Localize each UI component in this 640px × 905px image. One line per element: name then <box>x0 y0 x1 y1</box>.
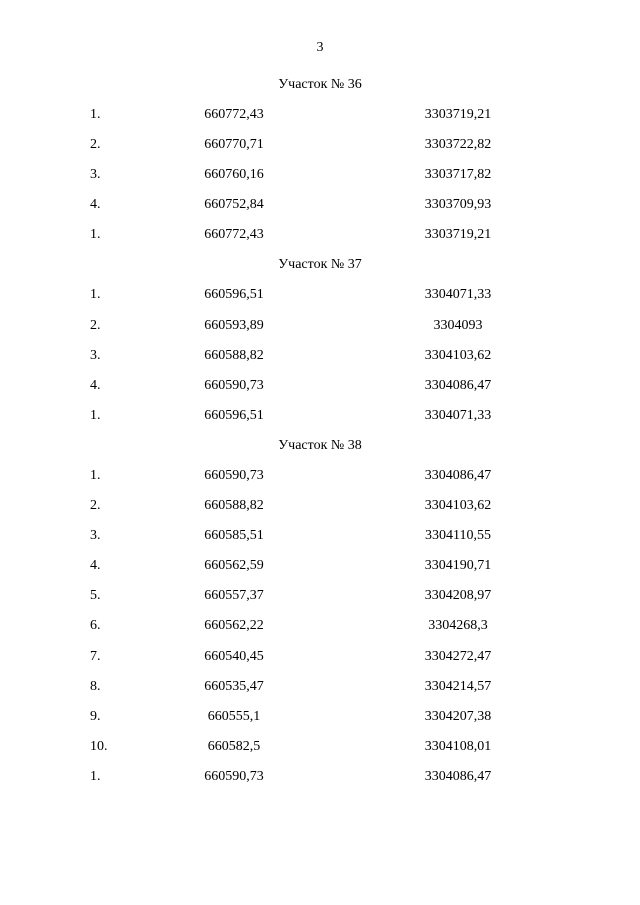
coordinate-row <box>0 190 640 220</box>
x-coordinate: 660555,1 <box>207 708 261 724</box>
y-coordinate: 3304190,71 <box>424 558 492 574</box>
point-number: 1. <box>90 107 101 122</box>
coordinate-row <box>0 371 640 401</box>
x-coordinate: 660540,45 <box>204 648 264 664</box>
coordinate-row <box>0 311 640 341</box>
x-coordinate: 660585,51 <box>204 528 264 544</box>
x-coordinate: 660752,84 <box>204 197 264 213</box>
x-coordinate: 660770,71 <box>204 137 264 153</box>
page-number: 3 <box>316 40 324 55</box>
coordinate-row <box>0 732 640 762</box>
coordinate-row <box>0 672 640 702</box>
y-coordinate: 3304086,47 <box>424 768 492 784</box>
x-coordinate: 660760,16 <box>204 167 264 183</box>
y-coordinate: 3304108,01 <box>424 738 492 754</box>
point-number: 8. <box>90 678 101 694</box>
coordinate-row <box>0 611 640 641</box>
y-coordinate: 3304086,47 <box>424 377 492 393</box>
coordinate-row <box>0 130 640 160</box>
coordinate-row <box>0 160 640 190</box>
y-coordinate: 3304093 <box>433 317 483 333</box>
y-coordinate: 3303719,21 <box>424 227 492 243</box>
point-number: 4. <box>90 558 101 574</box>
point-number: 4. <box>90 197 101 213</box>
point-number: 5. <box>90 588 101 604</box>
point-number: 6. <box>90 618 101 634</box>
x-coordinate: 660562,22 <box>204 618 264 634</box>
x-coordinate: 660588,82 <box>204 347 264 363</box>
coordinate-row <box>0 491 640 521</box>
y-coordinate: 3304214,57 <box>424 678 492 694</box>
x-coordinate: 660596,51 <box>204 287 264 303</box>
x-coordinate: 660588,82 <box>204 498 264 514</box>
point-number: 3. <box>90 528 101 544</box>
y-coordinate: 3303719,21 <box>424 107 492 122</box>
x-coordinate: 660590,73 <box>204 377 264 393</box>
point-number: 2. <box>90 137 101 153</box>
y-coordinate: 3304268,3 <box>428 618 488 634</box>
y-coordinate: 3304103,62 <box>424 498 492 514</box>
y-coordinate: 3304086,47 <box>424 467 492 483</box>
x-coordinate: 660772,43 <box>204 227 264 243</box>
point-number: 1. <box>90 227 101 243</box>
point-number: 7. <box>90 648 101 664</box>
x-coordinate: 660590,73 <box>204 467 264 483</box>
x-coordinate: 660535,47 <box>204 678 264 694</box>
x-coordinate: 660557,37 <box>204 588 264 604</box>
y-coordinate: 3304071,33 <box>424 407 492 423</box>
x-coordinate: 660562,59 <box>204 558 264 574</box>
point-number: 1. <box>90 768 101 784</box>
y-coordinate: 3303709,93 <box>424 197 492 213</box>
coordinate-row <box>0 220 640 250</box>
coordinate-row <box>0 642 640 672</box>
coordinate-row <box>0 100 640 130</box>
y-coordinate: 3304208,97 <box>424 588 492 604</box>
coordinate-row <box>0 762 640 792</box>
point-number: 4. <box>90 377 101 393</box>
y-coordinate: 3304103,62 <box>424 347 492 363</box>
x-coordinate: 660596,51 <box>204 407 264 423</box>
point-number: 1. <box>90 287 101 303</box>
point-number: 2. <box>90 498 101 514</box>
y-coordinate: 3304071,33 <box>424 287 492 303</box>
section-title: Участок № 38 <box>278 437 362 453</box>
x-coordinate: 660593,89 <box>204 317 264 333</box>
coordinate-row <box>0 280 640 310</box>
x-coordinate: 660590,73 <box>204 768 264 784</box>
coordinate-row <box>0 702 640 732</box>
y-coordinate: 3304207,38 <box>424 708 492 724</box>
section-title: Участок № 36 <box>278 77 362 92</box>
x-coordinate: 660582,5 <box>207 738 261 754</box>
point-number: 10. <box>90 738 108 754</box>
point-number: 9. <box>90 708 101 724</box>
point-number: 2. <box>90 317 101 333</box>
coordinate-sections <box>0 70 640 792</box>
y-coordinate: 3303717,82 <box>424 167 492 183</box>
y-coordinate: 3303722,82 <box>424 137 492 153</box>
coordinate-row <box>0 401 640 431</box>
coordinate-row <box>0 461 640 491</box>
y-coordinate: 3304110,55 <box>425 528 491 544</box>
point-number: 3. <box>90 347 101 363</box>
section-title: Участок № 37 <box>278 257 362 273</box>
point-number: 3. <box>90 167 101 183</box>
point-number: 1. <box>90 467 101 483</box>
coordinate-row <box>0 581 640 611</box>
coordinate-row <box>0 521 640 551</box>
coordinate-row <box>0 341 640 371</box>
coordinate-row <box>0 551 640 581</box>
point-number: 1. <box>90 407 101 423</box>
x-coordinate: 660772,43 <box>204 107 264 122</box>
y-coordinate: 3304272,47 <box>424 648 492 664</box>
